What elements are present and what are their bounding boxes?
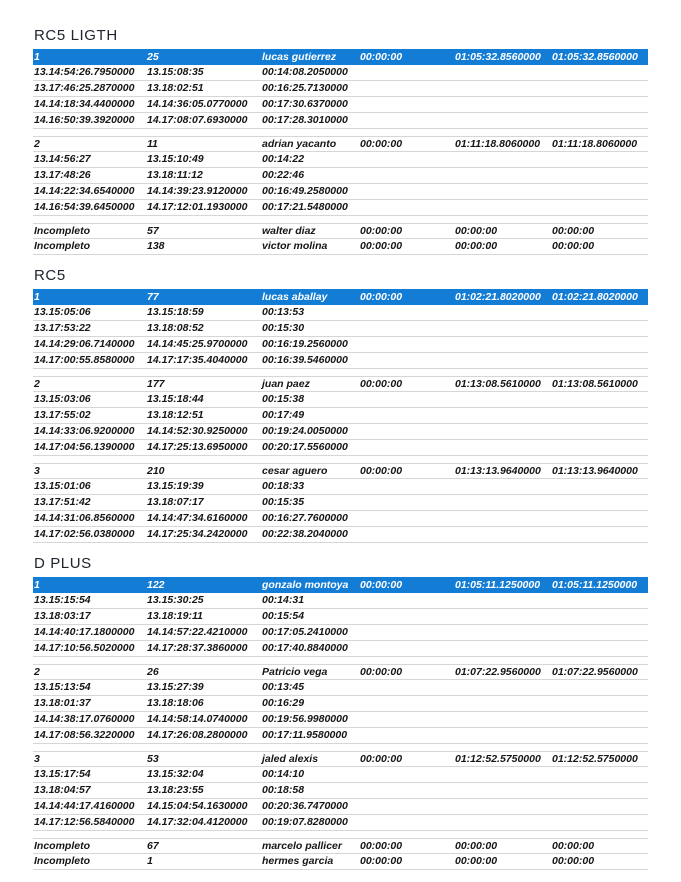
cell-lap-duration: 00:17:40.8840000 [262, 642, 348, 654]
lap-row [33, 728, 648, 744]
cell-car-number: 67 [147, 840, 159, 852]
cell-lap-duration: 00:15:38 [262, 393, 305, 405]
winner-header-row [33, 49, 648, 65]
cell-car-number: 57 [147, 225, 159, 237]
lap-row [33, 495, 648, 511]
cell-lap-finish-timestamp: 14.17:32:04.4120000 [147, 816, 248, 828]
results-section [33, 267, 648, 543]
cell-lap-start-timestamp: 13.17:48:26 [34, 169, 91, 181]
cell-total-time: 01:13:13.9640000 [552, 465, 638, 477]
cell-total-time: 00:00:00 [552, 855, 595, 867]
cell-start-time: 00:00:00 [360, 138, 403, 150]
cell-race-time: 01:11:18.8060000 [455, 138, 541, 150]
cell-lap-duration: 00:18:58 [262, 784, 305, 796]
cell-lap-finish-timestamp: 13.15:18:59 [147, 306, 204, 318]
result-group [33, 49, 648, 129]
result-group [33, 664, 648, 744]
cell-lap-duration: 00:22:38.2040000 [262, 528, 348, 540]
cell-start-time: 00:00:00 [360, 51, 403, 63]
cell-lap-start-timestamp: 14.14:18:34.4400000 [34, 98, 135, 110]
cell-lap-finish-timestamp: 13.15:32:04 [147, 768, 204, 780]
cell-lap-duration: 00:17:05.2410000 [262, 626, 348, 638]
cell-race-time: 00:00:00 [455, 855, 498, 867]
cell-total-time: 01:05:11.1250000 [552, 579, 638, 591]
cell-position: 2 [34, 666, 40, 678]
cell-car-number: 53 [147, 753, 159, 765]
incomplete-row [33, 854, 648, 870]
cell-status: Incompleto [34, 240, 91, 252]
lap-row [33, 479, 648, 495]
cell-lap-start-timestamp: 13.15:05:06 [34, 306, 91, 318]
cell-position: 3 [34, 465, 40, 477]
result-group [33, 751, 648, 831]
cell-lap-finish-timestamp: 13.18:11:12 [147, 169, 203, 181]
cell-driver-name: gonzalo montoya [262, 579, 349, 591]
cell-driver-name: lucas aballay [262, 291, 328, 303]
cell-lap-duration: 00:16:25.7130000 [262, 82, 348, 94]
cell-lap-duration: 00:22:46 [262, 169, 305, 181]
cell-total-time: 00:00:00 [552, 240, 595, 252]
cell-car-number: 77 [147, 291, 159, 303]
position-header-row [33, 136, 648, 152]
cell-lap-start-timestamp: 13.15:17:54 [34, 768, 91, 780]
cell-start-time: 00:00:00 [360, 666, 403, 678]
lap-row [33, 81, 648, 97]
lap-row [33, 696, 648, 712]
cell-total-time: 01:12:52.5750000 [552, 753, 638, 765]
position-header-row [33, 376, 648, 392]
cell-lap-start-timestamp: 13.17:46:25.2870000 [34, 82, 135, 94]
cell-start-time: 00:00:00 [360, 753, 403, 765]
cell-lap-start-timestamp: 14.17:04:56.1390000 [34, 441, 135, 453]
cell-car-number: 1 [147, 855, 153, 867]
cell-position: 2 [34, 378, 40, 390]
cell-lap-duration: 00:14:22 [262, 153, 305, 165]
cell-lap-finish-timestamp: 13.18:18:06 [147, 697, 204, 709]
cell-start-time: 00:00:00 [360, 378, 403, 390]
cell-driver-name: victor molina [262, 240, 328, 252]
cell-position: 1 [34, 291, 40, 303]
cell-lap-start-timestamp: 14.17:08:56.3220000 [34, 729, 135, 741]
cell-lap-finish-timestamp: 14.14:52:30.9250000 [147, 425, 248, 437]
cell-lap-start-timestamp: 13.17:55:02 [34, 409, 91, 421]
cell-race-time: 01:05:32.8560000 [455, 51, 541, 63]
cell-lap-duration: 00:20:17.5560000 [262, 441, 348, 453]
result-group [33, 463, 648, 543]
cell-lap-finish-timestamp: 13.18:23:55 [147, 784, 204, 796]
cell-total-time: 01:05:32.8560000 [552, 51, 638, 63]
cell-lap-finish-timestamp: 14.14:36:05.0770000 [147, 98, 248, 110]
lap-row [33, 305, 648, 321]
cell-lap-start-timestamp: 13.18:03:17 [34, 610, 91, 622]
cell-lap-finish-timestamp: 14.14:58:14.0740000 [147, 713, 248, 725]
lap-row [33, 353, 648, 369]
cell-lap-duration: 00:18:33 [262, 480, 305, 492]
cell-start-time: 00:00:00 [360, 240, 403, 252]
cell-driver-name: cesar aguero [262, 465, 328, 477]
result-group [33, 577, 648, 657]
cell-lap-start-timestamp: 14.14:33:06.9200000 [34, 425, 135, 437]
cell-lap-start-timestamp: 13.15:03:06 [34, 393, 91, 405]
cell-driver-name: hermes garcia [262, 855, 334, 867]
cell-lap-duration: 00:13:45 [262, 681, 305, 693]
cell-lap-duration: 00:16:39.5460000 [262, 354, 348, 366]
cell-lap-finish-timestamp: 14.14:45:25.9700000 [147, 338, 248, 350]
cell-position: 1 [34, 51, 40, 63]
lap-row [33, 65, 648, 81]
cell-car-number: 138 [147, 240, 165, 252]
cell-lap-duration: 00:19:24.0050000 [262, 425, 348, 437]
lap-row [33, 152, 648, 168]
cell-lap-start-timestamp: 13.15:01:06 [34, 480, 91, 492]
cell-position: 2 [34, 138, 40, 150]
cell-lap-start-timestamp: 14.14:22:34.6540000 [34, 185, 135, 197]
cell-start-time: 00:00:00 [360, 579, 403, 591]
incomplete-row [33, 239, 648, 255]
cell-lap-start-timestamp: 13.15:13:54 [34, 681, 91, 693]
cell-lap-duration: 00:17:28.3010000 [262, 114, 348, 126]
cell-driver-name: Patricio vega [262, 666, 328, 678]
cell-lap-duration: 00:16:19.2560000 [262, 338, 348, 350]
section-title: RC5 [34, 267, 66, 284]
lap-row [33, 511, 648, 527]
lap-row [33, 168, 648, 184]
cell-lap-finish-timestamp: 14.14:39:23.9120000 [147, 185, 248, 197]
cell-lap-duration: 00:20:36.7470000 [262, 800, 348, 812]
cell-lap-finish-timestamp: 13.15:19:39 [147, 480, 204, 492]
cell-lap-finish-timestamp: 13.15:18:44 [147, 393, 204, 405]
incomplete-row [33, 838, 648, 854]
cell-lap-start-timestamp: 13.18:04:57 [34, 784, 91, 796]
incomplete-group [33, 838, 648, 870]
section-title: RC5 LIGTH [34, 27, 118, 44]
cell-lap-finish-timestamp: 14.17:12:01.1930000 [147, 201, 248, 213]
cell-car-number: 25 [147, 51, 159, 63]
cell-car-number: 26 [147, 666, 159, 678]
cell-car-number: 177 [147, 378, 165, 390]
cell-car-number: 210 [147, 465, 165, 477]
cell-position: 3 [34, 753, 40, 765]
lap-row [33, 609, 648, 625]
lap-row [33, 97, 648, 113]
position-header-row [33, 664, 648, 680]
cell-race-time: 01:12:52.5750000 [455, 753, 541, 765]
incomplete-row [33, 223, 648, 239]
cell-lap-start-timestamp: 14.14:29:06.7140000 [34, 338, 135, 350]
lap-row [33, 712, 648, 728]
cell-status: Incompleto [34, 225, 91, 237]
cell-lap-duration: 00:17:49 [262, 409, 305, 421]
cell-position: 1 [34, 579, 40, 591]
cell-lap-finish-timestamp: 13.15:10:49 [147, 153, 204, 165]
cell-lap-finish-timestamp: 13.18:02:51 [147, 82, 204, 94]
cell-lap-start-timestamp: 14.16:54:39.6450000 [34, 201, 135, 213]
cell-race-time: 00:00:00 [455, 240, 498, 252]
cell-lap-finish-timestamp: 13.18:12:51 [147, 409, 204, 421]
cell-lap-start-timestamp: 13.17:53:22 [34, 322, 91, 334]
cell-driver-name: jaled alexis [262, 753, 319, 765]
lap-row [33, 593, 648, 609]
cell-lap-start-timestamp: 13.18:01:37 [34, 697, 91, 709]
lap-row [33, 799, 648, 815]
cell-car-number: 122 [147, 579, 165, 591]
cell-total-time: 01:02:21.8020000 [552, 291, 638, 303]
cell-start-time: 00:00:00 [360, 465, 403, 477]
cell-lap-start-timestamp: 14.17:02:56.0380000 [34, 528, 135, 540]
cell-lap-duration: 00:19:56.9980000 [262, 713, 348, 725]
cell-lap-start-timestamp: 13.17:51:42 [34, 496, 91, 508]
cell-lap-duration: 00:16:49.2580000 [262, 185, 348, 197]
cell-lap-start-timestamp: 13.15:15:54 [34, 594, 91, 606]
cell-lap-duration: 00:17:11.9580000 [262, 729, 348, 741]
cell-start-time: 00:00:00 [360, 291, 403, 303]
cell-driver-name: adrian yacanto [262, 138, 337, 150]
cell-race-time: 01:02:21.8020000 [455, 291, 541, 303]
cell-lap-duration: 00:16:29 [262, 697, 305, 709]
cell-lap-finish-timestamp: 14.17:25:34.2420000 [147, 528, 248, 540]
cell-car-number: 11 [147, 138, 158, 150]
cell-lap-start-timestamp: 13.14:56:27 [34, 153, 91, 165]
results-section [33, 27, 648, 255]
cell-total-time: 00:00:00 [552, 840, 595, 852]
cell-lap-finish-timestamp: 14.17:17:35.4040000 [147, 354, 248, 366]
cell-lap-duration: 00:14:31 [262, 594, 305, 606]
cell-lap-start-timestamp: 14.14:44:17.4160000 [34, 800, 135, 812]
cell-lap-finish-timestamp: 13.18:19:11 [147, 610, 203, 622]
cell-lap-finish-timestamp: 14.17:25:13.6950000 [147, 441, 248, 453]
cell-lap-duration: 00:16:27.7600000 [262, 512, 348, 524]
cell-lap-finish-timestamp: 14.15:04:54.1630000 [147, 800, 248, 812]
cell-lap-finish-timestamp: 14.14:47:34.6160000 [147, 512, 248, 524]
lap-row [33, 337, 648, 353]
cell-lap-duration: 00:13:53 [262, 306, 305, 318]
lap-row [33, 767, 648, 783]
lap-row [33, 527, 648, 543]
cell-lap-start-timestamp: 14.16:50:39.3920000 [34, 114, 135, 126]
cell-driver-name: juan paez [262, 378, 310, 390]
cell-total-time: 01:11:18.8060000 [552, 138, 638, 150]
cell-total-time: 00:00:00 [552, 225, 595, 237]
position-header-row [33, 751, 648, 767]
cell-lap-finish-timestamp: 13.15:30:25 [147, 594, 204, 606]
cell-lap-start-timestamp: 14.14:31:06.8560000 [34, 512, 135, 524]
cell-driver-name: marcelo pallicer [262, 840, 342, 852]
lap-row [33, 815, 648, 831]
cell-start-time: 00:00:00 [360, 840, 403, 852]
race-results-report [33, 27, 648, 877]
lap-row [33, 113, 648, 129]
cell-lap-duration: 00:17:30.6370000 [262, 98, 348, 110]
cell-status: Incompleto [34, 840, 91, 852]
cell-lap-finish-timestamp: 14.17:26:08.2800000 [147, 729, 248, 741]
cell-race-time: 01:13:13.9640000 [455, 465, 541, 477]
cell-lap-finish-timestamp: 13.18:07:17 [147, 496, 204, 508]
cell-lap-duration: 00:15:35 [262, 496, 305, 508]
cell-lap-start-timestamp: 14.17:10:56.5020000 [34, 642, 135, 654]
position-header-row [33, 463, 648, 479]
winner-header-row [33, 289, 648, 305]
cell-total-time: 01:13:08.5610000 [552, 378, 638, 390]
cell-driver-name: lucas gutierrez [262, 51, 337, 63]
cell-lap-duration: 00:15:54 [262, 610, 305, 622]
incomplete-group [33, 223, 648, 255]
lap-row [33, 321, 648, 337]
cell-lap-finish-timestamp: 14.17:28:37.3860000 [147, 642, 248, 654]
cell-lap-duration: 00:14:10 [262, 768, 305, 780]
cell-start-time: 00:00:00 [360, 225, 403, 237]
lap-row [33, 408, 648, 424]
cell-lap-finish-timestamp: 13.15:27:39 [147, 681, 204, 693]
lap-row [33, 440, 648, 456]
cell-lap-start-timestamp: 14.17:00:55.8580000 [34, 354, 135, 366]
cell-lap-duration: 00:14:08.2050000 [262, 66, 348, 78]
cell-lap-finish-timestamp: 13.18:08:52 [147, 322, 204, 334]
cell-race-time: 01:13:08.5610000 [455, 378, 541, 390]
cell-lap-start-timestamp: 14.14:40:17.1800000 [34, 626, 135, 638]
cell-race-time: 01:07:22.9560000 [455, 666, 541, 678]
result-group [33, 136, 648, 216]
cell-lap-duration: 00:17:21.5480000 [262, 201, 348, 213]
lap-row [33, 783, 648, 799]
lap-row [33, 641, 648, 657]
lap-row [33, 392, 648, 408]
cell-lap-start-timestamp: 14.17:12:56.5840000 [34, 816, 135, 828]
lap-row [33, 625, 648, 641]
winner-header-row [33, 577, 648, 593]
section-title: D PLUS [34, 555, 92, 572]
cell-start-time: 00:00:00 [360, 855, 403, 867]
cell-lap-duration: 00:19:07.8280000 [262, 816, 348, 828]
cell-lap-finish-timestamp: 14.14:57:22.4210000 [147, 626, 248, 638]
cell-total-time: 01:07:22.9560000 [552, 666, 638, 678]
cell-status: Incompleto [34, 855, 91, 867]
cell-lap-start-timestamp: 14.14:38:17.0760000 [34, 713, 135, 725]
lap-row [33, 680, 648, 696]
result-group [33, 289, 648, 369]
cell-race-time: 01:05:11.1250000 [455, 579, 541, 591]
cell-lap-finish-timestamp: 13.15:08:35 [147, 66, 204, 78]
results-section [33, 555, 648, 870]
cell-race-time: 00:00:00 [455, 225, 498, 237]
lap-row [33, 184, 648, 200]
cell-driver-name: walter diaz [262, 225, 316, 237]
cell-lap-duration: 00:15:30 [262, 322, 305, 334]
cell-race-time: 00:00:00 [455, 840, 498, 852]
lap-row [33, 200, 648, 216]
result-group [33, 376, 648, 456]
cell-lap-start-timestamp: 13.14:54:26.7950000 [34, 66, 135, 78]
lap-row [33, 424, 648, 440]
cell-lap-finish-timestamp: 14.17:08:07.6930000 [147, 114, 248, 126]
